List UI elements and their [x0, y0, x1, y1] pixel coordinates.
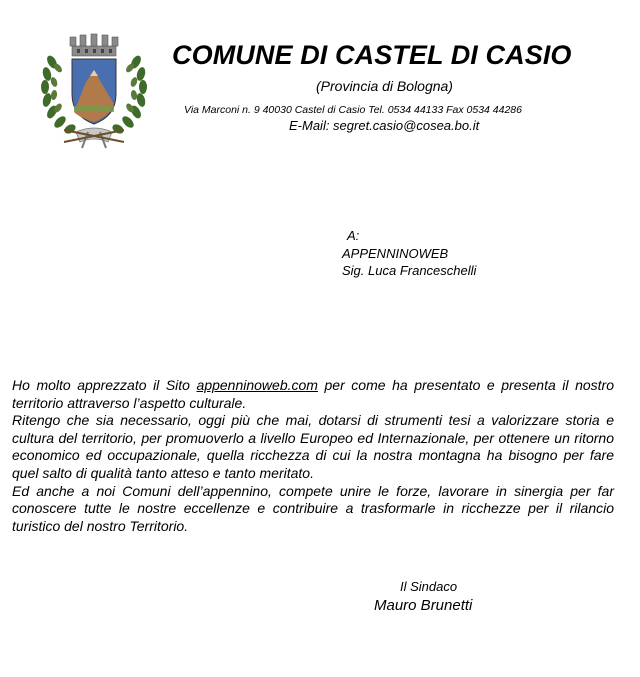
- coat-of-arms-icon: [38, 32, 150, 150]
- recipient-person: Sig. Luca Franceschelli: [342, 263, 477, 278]
- email-line: E-Mail: segret.casio@cosea.bo.it: [289, 118, 480, 133]
- letter-body: [12, 377, 614, 535]
- recipient-label: A:: [347, 228, 360, 243]
- paragraph-1: [12, 377, 614, 412]
- municipality-title: COMUNE DI CASTEL DI CASIO: [172, 40, 572, 70]
- paragraph-2: Ritengo che sia necessario, oggi più che mai, dotarsi di strumenti tesi a valorizzare storia e cultura del territorio, per promuoverlo a livello Europeo ed Internazionale, per ottenere un ritorno economico ed occupazionale, quella ricchezza di cui la nostra montagna ha bisogno per fare quel salto di qualità tanto atteso e tanto meritato.: [12, 412, 614, 481]
- website-link[interactable]: appenninoweb.com: [196, 377, 318, 393]
- recipient-name: APPENNINOWEB: [342, 245, 449, 261]
- province-subtitle: (Provincia di Bologna): [316, 78, 453, 94]
- signature-name: Mauro Brunetti: [374, 597, 473, 614]
- paragraph-3: Ed anche a noi Comuni dell’appennino, compete unire le forze, lavorare in sinergia per far conoscere tutte le nostre eccellenze e contribuire a trasformarle in ricchezze per il rilancio turistico del nostro Territorio.: [12, 482, 614, 534]
- address-line: Via Marconi n. 9 40030 Castel di Casio Tel. 0534 44133 Fax 0534 44286: [184, 104, 522, 116]
- paragraph-1-start: Ho molto apprezzato il Sito: [12, 377, 197, 393]
- paragraph-1-end: per come ha presentato e presenta il nostro territorio attraverso l’aspetto culturale.: [12, 377, 614, 411]
- recipient-block: [342, 227, 476, 280]
- signature-role: Il Sindaco: [400, 579, 458, 594]
